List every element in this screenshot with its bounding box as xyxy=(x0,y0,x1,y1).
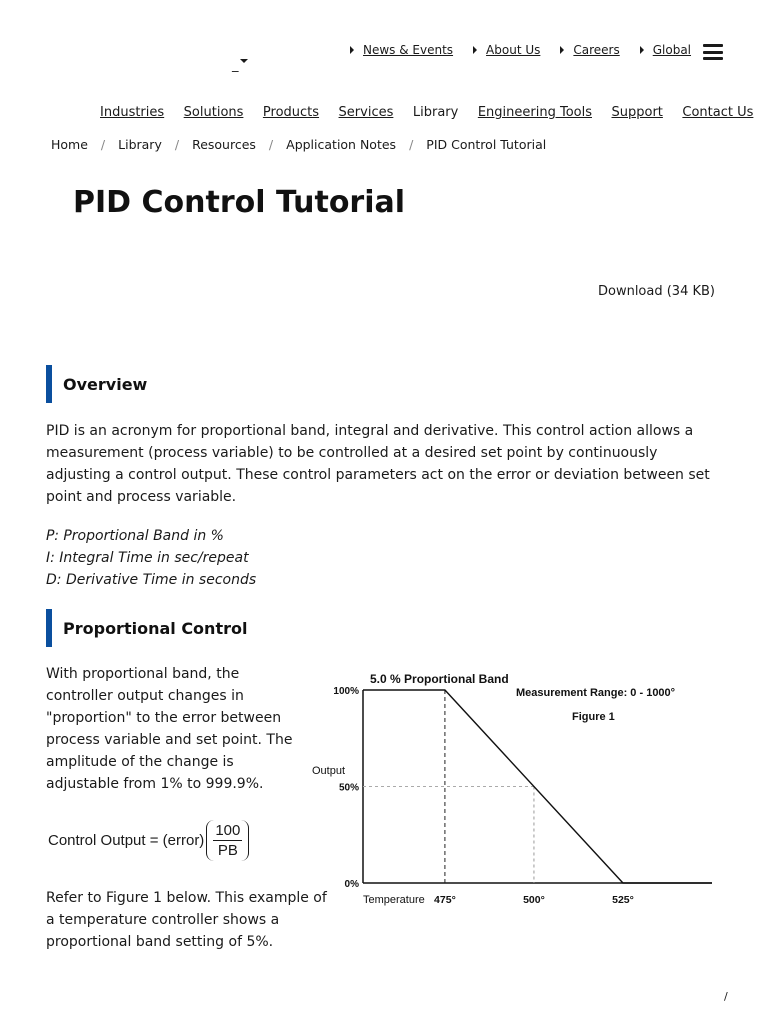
control-output-formula xyxy=(48,820,249,861)
breadcrumb xyxy=(51,137,546,152)
menu-icon[interactable] xyxy=(703,44,723,60)
breadcrumb-separator: / xyxy=(268,137,274,152)
caret-right-icon xyxy=(350,46,354,54)
breadcrumb-application-notes[interactable]: Application Notes xyxy=(286,137,397,152)
page-title: PID Control Tutorial xyxy=(73,185,406,220)
formula-denominator: PB xyxy=(217,842,238,859)
utility-item-news[interactable] xyxy=(350,43,453,57)
nav-library[interactable]: Library xyxy=(412,105,459,120)
overview-paragraph: PID is an acronym for proportional band, integral and derivative. This control action allows a measurement (process variable) to be controlled at a desired set point by continuously adjusting a control output. These control parameters act on the error or deviation between set point and process variable. xyxy=(46,423,710,505)
formula-fraction xyxy=(206,820,249,861)
chart-x-tick-label: 500° xyxy=(523,894,545,906)
chart-y-tick-label: 100% xyxy=(333,686,359,697)
chart-x-tick-label: 525° xyxy=(612,894,634,906)
news-events-link[interactable]: News & Events xyxy=(363,43,454,57)
chart-x-axis-label: Temperature xyxy=(363,894,425,906)
breadcrumb-library[interactable]: Library xyxy=(118,137,162,152)
chart-title: 5.0 % Proportional Band xyxy=(370,672,509,686)
main-nav xyxy=(100,105,768,120)
chart-x-tick-label: 475° xyxy=(434,894,456,906)
logo[interactable] xyxy=(232,58,248,73)
nav-products[interactable]: Products xyxy=(262,105,320,120)
nav-support[interactable]: Support xyxy=(611,105,663,120)
breadcrumb-current: PID Control Tutorial xyxy=(426,137,547,152)
chart-series-line xyxy=(363,690,712,883)
chevron-down-icon xyxy=(240,59,248,63)
breadcrumb-separator: / xyxy=(174,137,180,152)
chart-marks xyxy=(363,690,712,883)
pid-definition-p: P: Proportional Band in % xyxy=(46,528,224,544)
breadcrumb-home[interactable]: Home xyxy=(51,137,88,152)
chart-y-axis-label: Output xyxy=(312,765,346,777)
chart-y-tick-label: 0% xyxy=(344,879,359,890)
pid-definition-list xyxy=(46,525,256,591)
nav-solutions[interactable]: Solutions xyxy=(183,105,244,120)
chart-axes xyxy=(333,686,712,906)
chart-y-tick-label: 50% xyxy=(338,782,359,794)
breadcrumb-separator: / xyxy=(409,137,414,152)
nav-contact-us[interactable]: Contact Us xyxy=(682,105,754,120)
utility-item-careers[interactable] xyxy=(560,43,619,57)
caret-right-icon xyxy=(473,46,477,54)
utility-item-about[interactable] xyxy=(473,43,540,57)
chart-svg xyxy=(308,668,718,913)
pid-definition-i: I: Integral Time in sec/repeat xyxy=(46,550,249,566)
corner-mark: / xyxy=(724,990,728,1003)
global-link[interactable]: Global xyxy=(652,43,692,57)
proportional-band-chart xyxy=(308,668,718,913)
download-link[interactable]: Download (34 KB) xyxy=(597,284,715,299)
figure-reference-paragraph: Refer to Figure 1 below. This example of a temperature controller shows a proportional band setting of 5%. xyxy=(46,890,327,950)
overview-heading xyxy=(46,365,147,403)
nav-services[interactable]: Services xyxy=(338,105,394,120)
chart-subtitle: Measurement Range: 0 - 1000° xyxy=(516,687,676,699)
formula-lhs: Control Output = (error) xyxy=(48,832,205,849)
proportional-heading-text: Proportional Control xyxy=(63,618,248,638)
about-us-link[interactable]: About Us xyxy=(486,43,541,57)
proportional-paragraph: With proportional band, the controller output changes in "proportion" to the error between process variable and set point. The amplitude of the change is adjustable from 1% to 999.9%. xyxy=(46,666,293,792)
breadcrumb-resources[interactable]: Resources xyxy=(192,137,256,152)
breadcrumb-separator: / xyxy=(100,137,106,152)
nav-engineering-tools[interactable]: Engineering Tools xyxy=(477,105,592,120)
caret-right-icon xyxy=(560,46,564,54)
proportional-heading xyxy=(46,609,247,647)
utility-item-global[interactable] xyxy=(640,43,691,57)
formula-numerator: 100 xyxy=(215,822,241,839)
nav-industries[interactable]: Industries xyxy=(100,105,165,120)
chart-figure-label: Figure 1 xyxy=(572,711,615,723)
caret-right-icon xyxy=(640,46,644,54)
logo-text: _ xyxy=(232,58,239,73)
utility-nav xyxy=(350,43,711,57)
pid-definition-d: D: Derivative Time in seconds xyxy=(46,572,257,588)
overview-heading-text: Overview xyxy=(63,374,148,394)
careers-link[interactable]: Careers xyxy=(573,43,620,57)
